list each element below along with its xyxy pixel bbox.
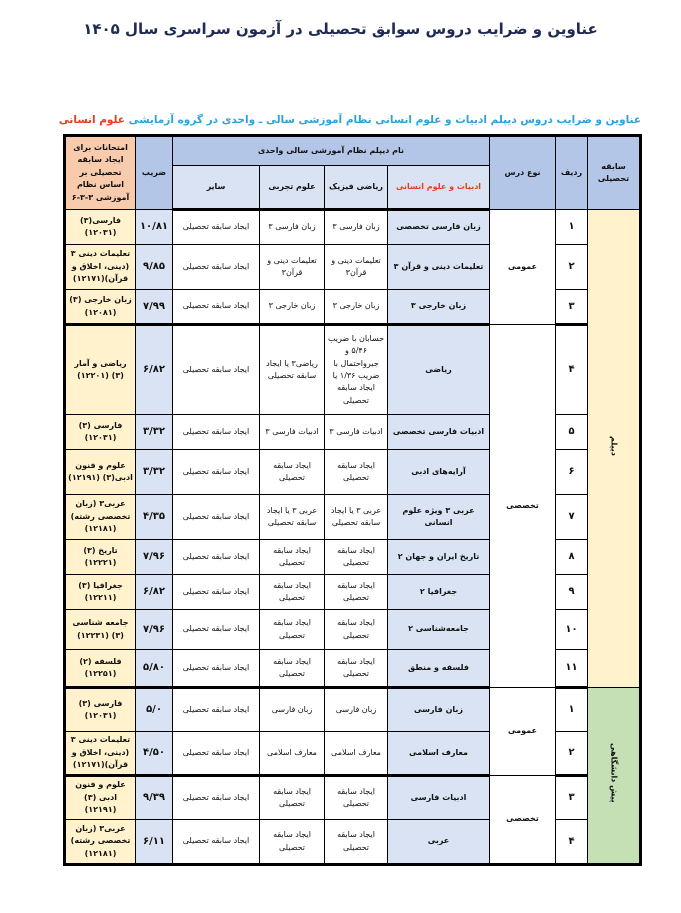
tajrobi-equivalent: زبان فارسی <box>260 688 325 732</box>
riazi-equivalent: زبان خارجی ۳ <box>325 290 388 325</box>
row-number: ۱۰ <box>556 610 588 650</box>
tajrobi-equivalent: ایجاد سابقه تحصیلی <box>260 650 325 688</box>
row-number: ۱ <box>556 210 588 245</box>
lesson-name: زبان فارسی تخصصی <box>388 210 490 245</box>
row-number: ۵ <box>556 415 588 450</box>
other-equivalent: ایجاد سابقه تحصیلی <box>173 245 260 290</box>
header-sayer: سایر <box>173 166 260 210</box>
exam-course: تعلیمات دینی ۳ (دینی، اخلاق و قرآن)(۱۲۱۷۱) <box>65 245 136 290</box>
lesson-type: تخصصی <box>490 325 556 688</box>
row-number: ۳ <box>556 290 588 325</box>
coefficient: ۳/۳۲ <box>136 415 173 450</box>
tajrobi-equivalent: عربی ۳ یا ایجاد سابقه تحصیلی <box>260 495 325 540</box>
table-subtitle <box>59 114 641 126</box>
table-body <box>65 210 641 865</box>
coefficient: ۵/۰ <box>136 688 173 732</box>
other-equivalent: ایجاد سابقه تحصیلی <box>173 820 260 865</box>
exam-course: فارسی(۳) (۱۲۰۳۱) <box>65 210 136 245</box>
header-diploma-group: نام دیپلم نظام آموزشی سالی واحدی <box>173 136 490 166</box>
riazi-equivalent: ایجاد سابقه تحصیلی <box>325 610 388 650</box>
header-riazi: ریاضی فیزیک <box>325 166 388 210</box>
tajrobi-equivalent: تعلیمات دینی و قرآن۳ <box>260 245 325 290</box>
table-row <box>65 688 641 732</box>
other-equivalent: ایجاد سابقه تحصیلی <box>173 450 260 495</box>
table-row <box>65 325 641 415</box>
header-type: نوع درس <box>490 136 556 210</box>
table-row <box>65 210 641 245</box>
header-adabiat: ادبیات و علوم انسانی <box>388 166 490 210</box>
lesson-name: زبان خارجی ۳ <box>388 290 490 325</box>
lesson-name: ادبیات فارسی تخصصی <box>388 415 490 450</box>
exam-course: فارسی (۳) (۱۲۰۳۱) <box>65 688 136 732</box>
exam-course: ریاضی و آمار (۳) (۱۲۲۰۱) <box>65 325 136 415</box>
row-number: ۸ <box>556 540 588 575</box>
page-title: عناوین و ضرایب دروس سوابق تحصیلی در آزمون سراسری سال ۱۴۰۵ <box>83 20 598 38</box>
lesson-name: زبان فارسی <box>388 688 490 732</box>
coefficient: ۹/۳۹ <box>136 776 173 820</box>
exam-course: فلسفه (۲) (۱۲۲۵۱) <box>65 650 136 688</box>
lesson-type: عمومی <box>490 210 556 325</box>
tajrobi-equivalent: ایجاد سابقه تحصیلی <box>260 776 325 820</box>
exam-course: فارسی (۳) (۱۲۰۳۱) <box>65 415 136 450</box>
coefficient: ۷/۹۹ <box>136 290 173 325</box>
row-number: ۴ <box>556 325 588 415</box>
other-equivalent: ایجاد سابقه تحصیلی <box>173 610 260 650</box>
other-equivalent: ایجاد سابقه تحصیلی <box>173 325 260 415</box>
table-row <box>65 776 641 820</box>
row-number: ۱۱ <box>556 650 588 688</box>
section-label-cell <box>588 688 641 865</box>
row-number: ۹ <box>556 575 588 610</box>
other-equivalent: ایجاد سابقه تحصیلی <box>173 688 260 732</box>
lesson-type: عمومی <box>490 688 556 776</box>
row-number: ۲ <box>556 245 588 290</box>
tajrobi-equivalent: زبان فارسی ۳ <box>260 210 325 245</box>
riazi-equivalent: ادبیات فارسی ۳ <box>325 415 388 450</box>
tajrobi-equivalent: ادبیات فارسی ۳ <box>260 415 325 450</box>
tajrobi-equivalent: ایجاد سابقه تحصیلی <box>260 540 325 575</box>
exam-course: تعلیمات دینی ۳ (دینی، اخلاق و قرآن)(۱۲۱۷۱) <box>65 732 136 776</box>
riazi-equivalent: معارف اسلامی <box>325 732 388 776</box>
lesson-name: تاریخ ایران و جهان ۲ <box>388 540 490 575</box>
riazi-equivalent: ایجاد سابقه تحصیلی <box>325 575 388 610</box>
lesson-name: فلسفه و منطق <box>388 650 490 688</box>
lesson-name: عربی ۳ ویژه علوم انسانی <box>388 495 490 540</box>
other-equivalent: ایجاد سابقه تحصیلی <box>173 415 260 450</box>
coefficient: ۴/۳۵ <box>136 495 173 540</box>
lesson-name: تعلیمات دینی و قرآن ۳ <box>388 245 490 290</box>
row-number: ۴ <box>556 820 588 865</box>
riazi-equivalent: تعلیمات دینی و قرآن۳ <box>325 245 388 290</box>
coefficient: ۶/۸۲ <box>136 575 173 610</box>
coefficient: ۶/۸۲ <box>136 325 173 415</box>
coefficient: ۱۰/۸۱ <box>136 210 173 245</box>
lesson-name: عربی <box>388 820 490 865</box>
lesson-name: معارف اسلامی <box>388 732 490 776</box>
tajrobi-equivalent: ایجاد سابقه تحصیلی <box>260 820 325 865</box>
tajrobi-equivalent: معارف اسلامی <box>260 732 325 776</box>
coefficient: ۹/۸۵ <box>136 245 173 290</box>
row-number: ۳ <box>556 776 588 820</box>
exam-course: جغرافیا (۳) (۱۲۲۱۱) <box>65 575 136 610</box>
riazi-equivalent: ایجاد سابقه تحصیلی <box>325 540 388 575</box>
other-equivalent: ایجاد سابقه تحصیلی <box>173 210 260 245</box>
exam-course: تاریخ (۳) (۱۲۲۲۱) <box>65 540 136 575</box>
exam-course: علوم و فنون ادبی (۳) (۱۲۱۹۱) <box>65 776 136 820</box>
other-equivalent: ایجاد سابقه تحصیلی <box>173 732 260 776</box>
coefficient: ۷/۹۶ <box>136 540 173 575</box>
tajrobi-equivalent: زبان خارجی ۳ <box>260 290 325 325</box>
lesson-name: ریاضی <box>388 325 490 415</box>
other-equivalent: ایجاد سابقه تحصیلی <box>173 290 260 325</box>
section-label: پیش دانشگاهی <box>609 743 619 804</box>
riazi-equivalent: ایجاد سابقه تحصیلی <box>325 776 388 820</box>
header-radif: ردیف <box>556 136 588 210</box>
subtitle-main: عناوین و ضرایب دروس دیپلم ادبیات و علوم انسانی نظام آموزشی سالی ـ واحدی در گروه آزمایشی <box>128 114 641 126</box>
other-equivalent: ایجاد سابقه تحصیلی <box>173 575 260 610</box>
riazi-equivalent: ایجاد سابقه تحصیلی <box>325 650 388 688</box>
other-equivalent: ایجاد سابقه تحصیلی <box>173 540 260 575</box>
exam-course: عربی۳ (زبان تخصصی رشته)(۱۲۱۸۱) <box>65 820 136 865</box>
other-equivalent: ایجاد سابقه تحصیلی <box>173 495 260 540</box>
riazi-equivalent: زبان فارسی <box>325 688 388 732</box>
coefficient: ۶/۱۱ <box>136 820 173 865</box>
exam-course: جامعه شناسی (۳) (۱۲۲۳۱) <box>65 610 136 650</box>
lesson-name: جامعه‌شناسی ۲ <box>388 610 490 650</box>
other-equivalent: ایجاد سابقه تحصیلی <box>173 776 260 820</box>
tajrobi-equivalent: ایجاد سابقه تحصیلی <box>260 610 325 650</box>
subtitle-highlight: علوم انسانی <box>58 114 125 126</box>
coefficient: ۵/۸۰ <box>136 650 173 688</box>
section-label: دیپلم <box>609 436 619 457</box>
row-number: ۲ <box>556 732 588 776</box>
lesson-name: آرایه‌های ادبی <box>388 450 490 495</box>
lesson-name: ادبیات فارسی <box>388 776 490 820</box>
exam-course: زبان خارجی (۳)(۱۲۰۸۱) <box>65 290 136 325</box>
header-exams: امتحانات برای ایجاد سابقه تحصیلی بر اساس نظام آموزشی ۳-۳-۶ <box>65 136 136 210</box>
lesson-type: تخصصی <box>490 776 556 865</box>
other-equivalent: ایجاد سابقه تحصیلی <box>173 650 260 688</box>
tajrobi-equivalent: ایجاد سابقه تحصیلی <box>260 575 325 610</box>
lesson-name: جغرافیا ۲ <box>388 575 490 610</box>
riazi-equivalent: ایجاد سابقه تحصیلی <box>325 820 388 865</box>
coefficient: ۴/۵۰ <box>136 732 173 776</box>
riazi-equivalent: حسابان با ضریب ۵/۴۶ و جبرواحتمال با ضریب ۱/۳۶ یا ایجاد سابقه تحصیلی <box>325 325 388 415</box>
coefficient: ۷/۹۶ <box>136 610 173 650</box>
riazi-equivalent: زبان فارسی ۳ <box>325 210 388 245</box>
riazi-equivalent: ایجاد سابقه تحصیلی <box>325 450 388 495</box>
exam-course: علوم و فنون ادبی(۳) (۱۲۱۹۱) <box>65 450 136 495</box>
tajrobi-equivalent: ایجاد سابقه تحصیلی <box>260 450 325 495</box>
header-zarib: ضریب <box>136 136 173 210</box>
header-tajrobi: علوم تجربی <box>260 166 325 210</box>
header-sabeqe: سابقه تحصیلی <box>588 136 641 210</box>
tajrobi-equivalent: ریاضی۳ یا ایجاد سابقه تحصیلی <box>260 325 325 415</box>
coefficients-table <box>63 134 642 866</box>
coefficient: ۳/۳۲ <box>136 450 173 495</box>
section-label-cell <box>588 210 641 688</box>
row-number: ۶ <box>556 450 588 495</box>
exam-course: عربی۳ (زبان تخصصی رشته)(۱۲۱۸۱) <box>65 495 136 540</box>
row-number: ۱ <box>556 688 588 732</box>
riazi-equivalent: عربی ۳ یا ایجاد سابقه تحصیلی <box>325 495 388 540</box>
row-number: ۷ <box>556 495 588 540</box>
